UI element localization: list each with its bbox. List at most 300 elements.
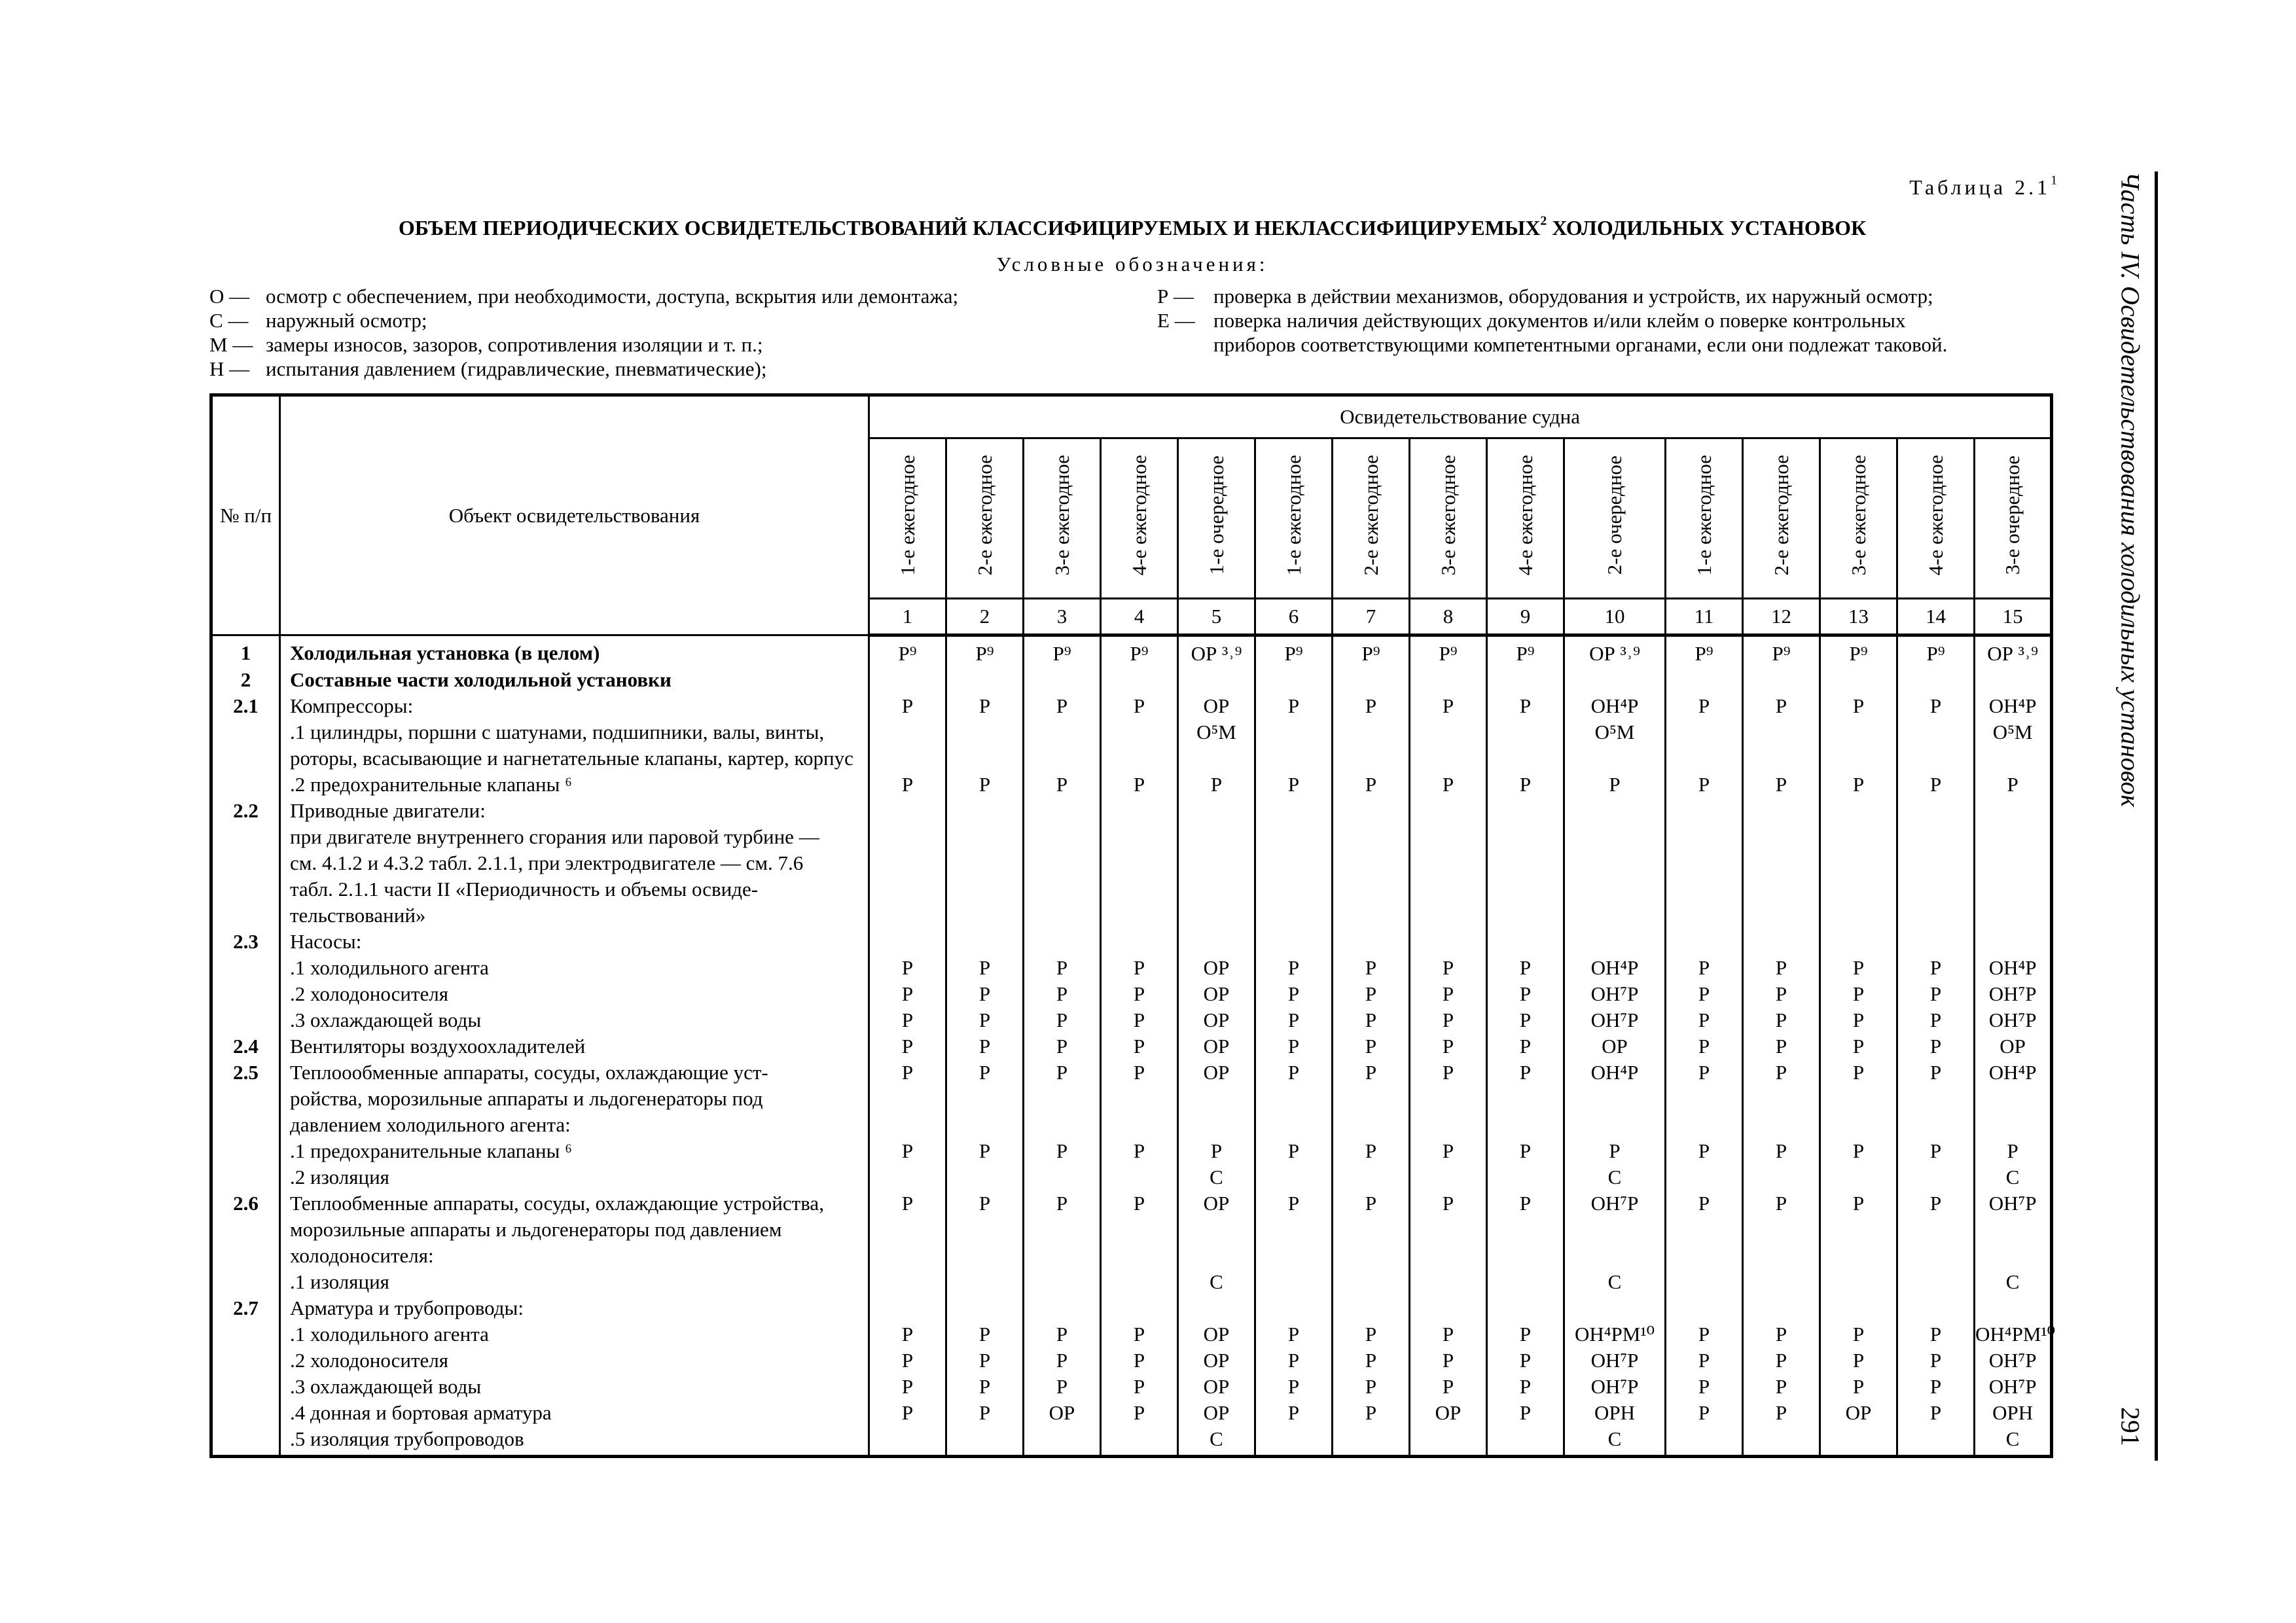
survey-type-label: 2-е ежегодное [973, 454, 996, 576]
table-row [211, 955, 2052, 981]
survey-cell: Р [1255, 1060, 1333, 1138]
survey-cell: ОН⁷Р [1564, 1007, 1666, 1033]
survey-cell [1333, 798, 1410, 929]
survey-cell: О⁵М [1564, 719, 1666, 772]
object-text: .3 охлаждающей воды [290, 1375, 482, 1398]
survey-cell: Р [1410, 1347, 1487, 1374]
row-number [211, 1321, 280, 1347]
survey-cell [1820, 1164, 1897, 1190]
table-label-text: Таблица 2.1 [1909, 175, 2051, 199]
object-text: роторы, всасывающие и нагнетательные клапаны, картер, корпус [290, 747, 853, 770]
survey-cell [946, 1426, 1024, 1457]
object-cell [280, 772, 869, 798]
table-row [211, 1426, 2052, 1457]
survey-cell: Р [1897, 1060, 1975, 1138]
survey-cell: Р [1666, 1138, 1743, 1164]
page-number [2102, 1407, 2159, 1466]
legend-right [1157, 284, 2047, 357]
survey-cell [1897, 1295, 1975, 1321]
survey-cell: ОН⁴РМ¹⁰ [1975, 1321, 2052, 1347]
object-text: Холодильная установка (в целом) [290, 641, 600, 664]
survey-cell: Р [869, 981, 946, 1007]
row-number [211, 1347, 280, 1374]
survey-cell: Р [1666, 1033, 1743, 1060]
survey-cell [1333, 667, 1410, 693]
survey-cell: Р [946, 981, 1024, 1007]
object-cell [280, 635, 869, 668]
survey-cell: Р [1255, 1374, 1333, 1400]
survey-cell: Р⁹ [1820, 635, 1897, 668]
survey-cell: Р [1024, 981, 1101, 1007]
side-rule [2155, 171, 2158, 1461]
title-tail: ХОЛОДИЛЬНЫХ УСТАНОВОК [1552, 216, 1867, 240]
survey-cell [1101, 719, 1178, 772]
survey-cell [869, 929, 946, 955]
object-cell [280, 1138, 869, 1164]
table-row [211, 772, 2052, 798]
survey-cell: Р [1024, 772, 1101, 798]
survey-cell: Р [1897, 1033, 1975, 1060]
survey-cell: Р [1666, 693, 1743, 719]
object-cell [280, 1295, 869, 1321]
survey-cell: Р [1101, 1060, 1178, 1138]
survey-cell: Р [1897, 1321, 1975, 1347]
survey-cell: Р [1743, 1060, 1820, 1138]
object-cell [280, 798, 869, 929]
survey-cell: Р [1410, 1190, 1487, 1269]
survey-cell [1178, 1295, 1255, 1321]
table-row [211, 929, 2052, 955]
survey-type-label: 2-е очередное [1603, 455, 1626, 575]
survey-cell: Р [869, 1347, 946, 1374]
survey-cell [1333, 1269, 1410, 1295]
survey-cell: Р [1333, 1007, 1410, 1033]
survey-cell [1024, 798, 1101, 929]
object-cell [280, 1164, 869, 1190]
survey-cell [1487, 719, 1564, 772]
survey-cell [1101, 1164, 1178, 1190]
survey-cell: ОН⁴РМ¹⁰ [1564, 1321, 1666, 1347]
table-row [211, 667, 2052, 693]
survey-cell [1487, 798, 1564, 929]
survey-cell: ОР [1564, 1033, 1666, 1060]
survey-cell: ОН⁴Р [1564, 1060, 1666, 1138]
survey-cell [1743, 798, 1820, 929]
survey-cell: С [1975, 1164, 2052, 1190]
survey-cell [1410, 719, 1487, 772]
row-number: 2.2 [211, 798, 280, 929]
object-text: .1 предохранительные клапаны ⁶ [290, 1139, 572, 1162]
survey-type-header [1487, 438, 1564, 599]
survey-type-label: 3-е ежегодное [1436, 454, 1460, 576]
survey-cell: Р [946, 1190, 1024, 1269]
survey-cell [1897, 1164, 1975, 1190]
survey-type-label: 4-е ежегодное [1924, 454, 1947, 576]
column-number: 3 [1024, 599, 1101, 635]
survey-type-label: 3-е очередное [2001, 455, 2024, 575]
survey-cell: Р [1487, 1400, 1564, 1426]
object-text: табл. 2.1.1 части II «Периодичность и объемы освиде- [290, 878, 759, 901]
survey-cell: Р [1743, 1138, 1820, 1164]
survey-cell: Р [1101, 693, 1178, 719]
survey-cell [1666, 1295, 1743, 1321]
survey-cell [1024, 1269, 1101, 1295]
object-text: .2 холодоносителя [290, 1349, 449, 1372]
survey-cell: Р⁹ [1024, 635, 1101, 668]
legend-code: Н — [209, 357, 250, 380]
row-number [211, 1269, 280, 1295]
object-text: .1 холодильного агента [290, 1323, 489, 1346]
legend-code: О — [209, 285, 250, 308]
table-row [211, 1374, 2052, 1400]
survey-cell [1820, 798, 1897, 929]
survey-cell [1820, 719, 1897, 772]
survey-type-header [1178, 438, 1255, 599]
survey-cell [1743, 1295, 1820, 1321]
survey-group-header: Освидетельствование судна [869, 395, 2052, 438]
survey-cell: Р [1024, 1007, 1101, 1033]
survey-cell [869, 798, 946, 929]
survey-cell [1101, 798, 1178, 929]
survey-type-label: 2-е ежегодное [1359, 454, 1382, 576]
survey-type-label: 1-е очередное [1204, 455, 1228, 575]
survey-cell [869, 1164, 946, 1190]
survey-cell: Р [1255, 1190, 1333, 1269]
survey-cell: С [1178, 1269, 1255, 1295]
survey-cell [1975, 667, 2052, 693]
survey-cell [1101, 667, 1178, 693]
table-row [211, 981, 2052, 1007]
row-number [211, 981, 280, 1007]
survey-cell [946, 1269, 1024, 1295]
survey-cell: ОР [1178, 1400, 1255, 1426]
column-number: 15 [1975, 599, 2052, 635]
survey-cell: Р [1897, 772, 1975, 798]
survey-cell [1178, 798, 1255, 929]
survey-cell: ОН⁷Р [1975, 1007, 2052, 1033]
survey-cell [1666, 929, 1743, 955]
row-number: 2.1 [211, 693, 280, 719]
survey-cell: С [1178, 1164, 1255, 1190]
survey-cell: Р [1666, 1374, 1743, 1400]
row-number: 2.3 [211, 929, 280, 955]
object-cell [280, 929, 869, 955]
survey-cell: Р [1410, 772, 1487, 798]
survey-type-label: 1-е ежегодное [895, 454, 919, 576]
survey-cell: Р [869, 1374, 946, 1400]
survey-cell: Р [1743, 1374, 1820, 1400]
survey-cell: Р [1564, 772, 1666, 798]
survey-cell [1564, 929, 1666, 955]
survey-cell [946, 667, 1024, 693]
survey-cell: Р [1743, 772, 1820, 798]
table-row [211, 1190, 2052, 1269]
survey-cell [1333, 929, 1410, 955]
table-row [211, 719, 2052, 772]
survey-cell [1333, 1164, 1410, 1190]
object-cell [280, 693, 869, 719]
object-text: Насосы: [290, 930, 362, 953]
survey-cell [1743, 719, 1820, 772]
survey-cell: Р [1743, 1347, 1820, 1374]
row-number [211, 1374, 280, 1400]
survey-cell: Р [946, 1138, 1024, 1164]
survey-cell: Р [1255, 1347, 1333, 1374]
survey-cell: Р [1333, 1060, 1410, 1138]
survey-cell: Р [1820, 1033, 1897, 1060]
survey-cell: Р [1666, 1060, 1743, 1138]
survey-cell: Р [1666, 1400, 1743, 1426]
survey-cell: ОР [1178, 1347, 1255, 1374]
survey-cell: Р [1666, 1347, 1743, 1374]
legend-text: проверка в действии механизмов, оборудования и устройств, их наружный осмотр; [1213, 285, 1933, 308]
survey-cell: ОН⁴Р [1975, 693, 2052, 719]
survey-cell: Р [1820, 1138, 1897, 1164]
table-row [211, 1269, 2052, 1295]
document-title [209, 213, 2055, 240]
survey-cell: Р [1333, 772, 1410, 798]
survey-cell: С [1564, 1269, 1666, 1295]
survey-cell: ОР [1024, 1400, 1101, 1426]
object-text: Арматура и трубопроводы: [290, 1296, 524, 1319]
survey-cell [1487, 1164, 1564, 1190]
survey-cell [1178, 929, 1255, 955]
survey-cell [1410, 1426, 1487, 1457]
survey-cell: Р [1333, 1400, 1410, 1426]
survey-cell: Р [869, 1007, 946, 1033]
survey-cell: Р [1666, 1007, 1743, 1033]
survey-cell: О⁵М [1975, 719, 2052, 772]
survey-type-header [869, 438, 946, 599]
survey-cell: Р⁹ [946, 635, 1024, 668]
survey-type-header [1255, 438, 1333, 599]
survey-cell [1897, 798, 1975, 929]
survey-cell [1024, 1426, 1101, 1457]
legend-item [209, 357, 1113, 381]
survey-cell [1743, 929, 1820, 955]
survey-cell: Р [1743, 1007, 1820, 1033]
survey-cell: Р [1024, 1033, 1101, 1060]
survey-type-header [1410, 438, 1487, 599]
survey-cell: Р [1333, 955, 1410, 981]
survey-cell: Р [1820, 772, 1897, 798]
survey-cell: Р [869, 772, 946, 798]
survey-cell: Р [1743, 693, 1820, 719]
survey-cell: Р [1487, 1374, 1564, 1400]
survey-cell: Р [1487, 693, 1564, 719]
survey-type-header [1897, 438, 1975, 599]
survey-cell: Р [1255, 1007, 1333, 1033]
survey-cell [1897, 929, 1975, 955]
survey-cell [1897, 1426, 1975, 1457]
survey-cell: Р [1101, 1347, 1178, 1374]
column-number: 1 [869, 599, 946, 635]
survey-cell: Р [1333, 1374, 1410, 1400]
survey-cell: Р [1897, 1400, 1975, 1426]
survey-cell: ОН⁴Р [1975, 955, 2052, 981]
survey-cell [946, 929, 1024, 955]
survey-cell: Р [1410, 693, 1487, 719]
survey-cell: Р [1743, 1400, 1820, 1426]
legend-text: замеры износов, зазоров, сопротивления изоляции и т. п.; [266, 333, 763, 356]
survey-cell [1024, 667, 1101, 693]
survey-cell: Р⁹ [1897, 635, 1975, 668]
survey-cell: Р [1101, 1007, 1178, 1033]
survey-cell [1333, 1426, 1410, 1457]
object-text: морозильные аппараты и льдогенераторы под давлением [290, 1218, 782, 1241]
survey-cell [1820, 667, 1897, 693]
survey-cell [1820, 1426, 1897, 1457]
row-number: 2 [211, 667, 280, 693]
survey-cell: Р [1024, 955, 1101, 981]
row-number [211, 719, 280, 772]
survey-cell: Р [1820, 1347, 1897, 1374]
survey-cell [946, 719, 1024, 772]
survey-cell: ОН⁴Р [1564, 693, 1666, 719]
survey-cell: Р [946, 1374, 1024, 1400]
survey-cell: Р [946, 693, 1024, 719]
legend-text: осмотр с обеспечением, при необходимости, доступа, вскрытия или демонтажа; [266, 285, 959, 308]
object-cell [280, 719, 869, 772]
survey-cell: Р [1487, 1347, 1564, 1374]
legend-left [209, 284, 1113, 381]
survey-cell: Р [1820, 1007, 1897, 1033]
survey-cell: ОР [1178, 1007, 1255, 1033]
survey-cell [1743, 1269, 1820, 1295]
survey-cell: Р [1333, 1321, 1410, 1347]
title-note: 2 [1540, 213, 1547, 228]
survey-cell: Р [1333, 1033, 1410, 1060]
legend-code: С — [209, 309, 249, 332]
survey-cell: Р [946, 955, 1024, 981]
row-number: 2.7 [211, 1295, 280, 1321]
survey-type-header [1024, 438, 1101, 599]
column-number: 14 [1897, 599, 1975, 635]
survey-cell [869, 667, 946, 693]
survey-cell: ОН⁷Р [1564, 1190, 1666, 1269]
survey-cell: Р [946, 772, 1024, 798]
survey-cell: С [1178, 1426, 1255, 1457]
survey-type-label: 2-е ежегодное [1769, 454, 1793, 576]
survey-cell: Р [1101, 1190, 1178, 1269]
object-text: Компрессоры: [290, 694, 414, 717]
survey-cell [1410, 667, 1487, 693]
survey-cell [869, 1269, 946, 1295]
column-number: 7 [1333, 599, 1410, 635]
survey-cell: Р [1743, 955, 1820, 981]
survey-cell [1255, 667, 1333, 693]
survey-cell: Р [1410, 1033, 1487, 1060]
survey-cell [1178, 667, 1255, 693]
survey-cell: Р [1487, 1321, 1564, 1347]
column-number: 6 [1255, 599, 1333, 635]
survey-cell: ОН⁷Р [1975, 981, 2052, 1007]
survey-cell [1024, 1164, 1101, 1190]
survey-cell [1666, 1164, 1743, 1190]
survey-cell [1410, 1164, 1487, 1190]
column-number: 9 [1487, 599, 1564, 635]
survey-cell: Р [1820, 1060, 1897, 1138]
survey-cell [1255, 1164, 1333, 1190]
row-number [211, 1007, 280, 1033]
survey-cell: ОР [1178, 1033, 1255, 1060]
table-row [211, 1400, 2052, 1426]
survey-cell: Р [946, 1033, 1024, 1060]
survey-cell: Р [1743, 1033, 1820, 1060]
survey-cell [1101, 1426, 1178, 1457]
survey-cell: Р⁹ [1255, 635, 1333, 668]
survey-cell: С [1564, 1426, 1666, 1457]
survey-cell: Р [1178, 772, 1255, 798]
object-text: .1 изоляция [290, 1270, 389, 1293]
object-cell [280, 1190, 869, 1269]
table-row [211, 1321, 2052, 1347]
survey-type-label: 4-е ежегодное [1127, 454, 1151, 576]
object-text: .1 цилиндры, поршни с шатунами, подшипники, валы, винты, [290, 721, 825, 743]
survey-cell [1333, 1295, 1410, 1321]
survey-cell: Р [1487, 1060, 1564, 1138]
table-row [211, 1164, 2052, 1190]
survey-cell: Р [869, 693, 946, 719]
survey-type-label: 1-е ежегодное [1692, 454, 1715, 576]
survey-cell: Р⁹ [1743, 635, 1820, 668]
survey-cell [1666, 1426, 1743, 1457]
survey-cell: Р [946, 1347, 1024, 1374]
object-text: Вентиляторы воздухоохладителей [290, 1035, 586, 1058]
table-label [1909, 175, 2060, 200]
survey-cell: Р [1024, 693, 1101, 719]
survey-cell [1897, 719, 1975, 772]
survey-cell: ОР [1178, 1374, 1255, 1400]
legend-text: испытания давлением (гидравлические, пневматические); [266, 357, 767, 380]
survey-cell: Р [1410, 1060, 1487, 1138]
survey-cell [1410, 1295, 1487, 1321]
legend-code: Е — [1157, 309, 1195, 332]
survey-cell: Р⁹ [1666, 635, 1743, 668]
survey-cell: Р [1564, 1138, 1666, 1164]
object-text: при двигателе внутреннего сгорания или паровой турбине — [290, 825, 819, 848]
legend-heading: Условные обозначения: [996, 253, 1268, 276]
survey-cell: ОН⁷Р [1975, 1347, 2052, 1374]
survey-cell: Р [1897, 1374, 1975, 1400]
object-cell [280, 1269, 869, 1295]
survey-cell: ОР [1178, 1060, 1255, 1138]
survey-cell: Р [1255, 1138, 1333, 1164]
survey-cell: Р [869, 1400, 946, 1426]
row-number [211, 955, 280, 981]
object-cell [280, 1060, 869, 1138]
survey-cell [1564, 798, 1666, 929]
survey-cell: Р [1333, 981, 1410, 1007]
survey-cell: Р [946, 1321, 1024, 1347]
survey-type-label: 1-е ежегодное [1282, 454, 1305, 576]
side-title-text: Часть IV. Освидетельствования холодильных установок [2115, 171, 2145, 808]
table-label-note: 1 [2051, 173, 2060, 188]
survey-cell [1255, 798, 1333, 929]
survey-cell: ОРН [1564, 1400, 1666, 1426]
survey-cell: Р [1024, 1190, 1101, 1269]
survey-cell: Р [869, 955, 946, 981]
survey-cell [1024, 929, 1101, 955]
survey-cell: ОН⁷Р [1564, 1374, 1666, 1400]
legend-code [1157, 332, 1213, 357]
survey-cell: Р [946, 1007, 1024, 1033]
survey-cell [1666, 719, 1743, 772]
survey-cell: ОР [1975, 1033, 2052, 1060]
survey-cell [1024, 1295, 1101, 1321]
survey-cell: Р [1820, 955, 1897, 981]
survey-cell [1101, 1295, 1178, 1321]
